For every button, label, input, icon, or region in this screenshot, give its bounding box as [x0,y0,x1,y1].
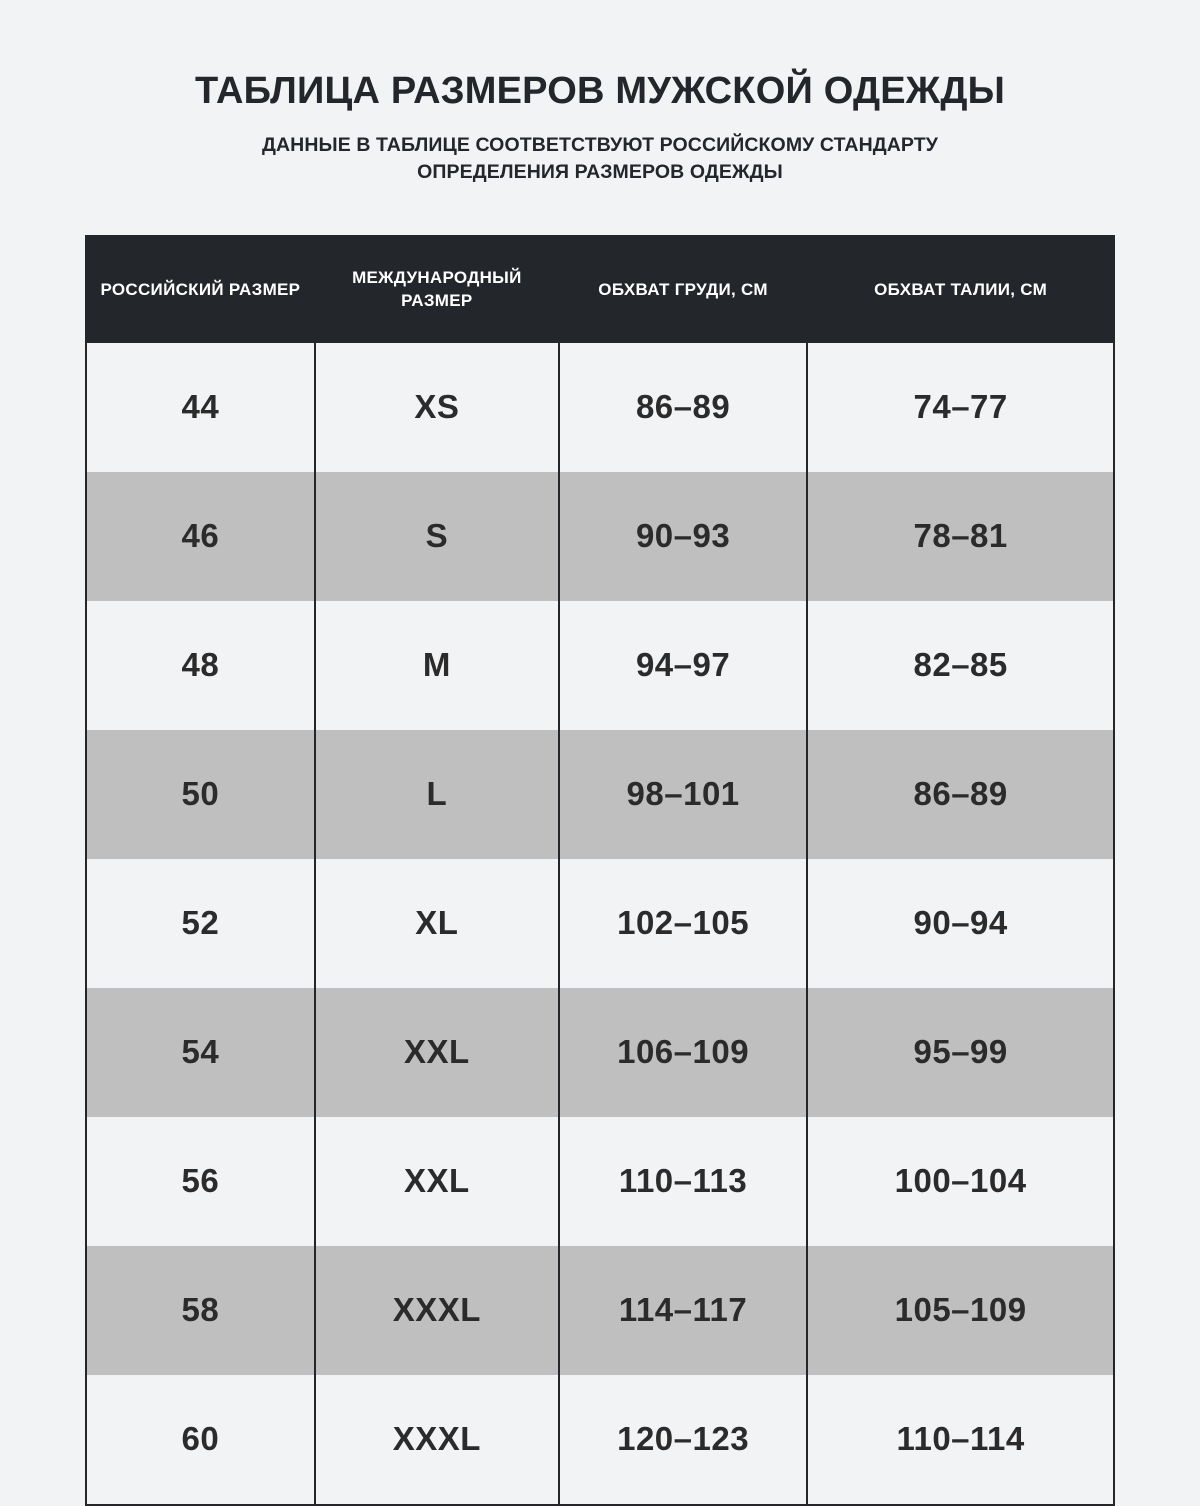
table-body [87,343,1113,1504]
cell-intl-size: XXXL [315,1246,559,1375]
size-table-container [85,235,1115,1506]
cell-chest: 94–97 [559,601,807,730]
cell-intl-size: M [315,601,559,730]
cell-waist: 74–77 [807,343,1113,472]
table-row [87,730,1113,859]
cell-ru-size: 60 [87,1375,315,1504]
cell-waist: 90–94 [807,859,1113,988]
cell-ru-size: 58 [87,1246,315,1375]
cell-ru-size: 54 [87,988,315,1117]
cell-waist: 100–104 [807,1117,1113,1246]
table-row [87,472,1113,601]
table-row [87,988,1113,1117]
cell-ru-size: 48 [87,601,315,730]
table-row [87,1246,1113,1375]
cell-chest: 114–117 [559,1246,807,1375]
table-row [87,343,1113,472]
cell-chest: 102–105 [559,859,807,988]
cell-chest: 90–93 [559,472,807,601]
cell-chest: 106–109 [559,988,807,1117]
column-header-waist: ОБХВАТ ТАЛИИ, СМ [807,237,1113,343]
cell-ru-size: 46 [87,472,315,601]
cell-chest: 120–123 [559,1375,807,1504]
cell-ru-size: 44 [87,343,315,472]
page-subtitle [262,132,938,187]
table-row [87,859,1113,988]
cell-waist: 78–81 [807,472,1113,601]
size-table [87,237,1113,1504]
cell-chest: 98–101 [559,730,807,859]
table-row [87,601,1113,730]
cell-ru-size: 56 [87,1117,315,1246]
cell-intl-size: XXL [315,1117,559,1246]
page-title: ТАБЛИЦА РАЗМЕРОВ МУЖСКОЙ ОДЕЖДЫ [194,70,1006,112]
column-header-intl-size: МЕЖДУНАРОДНЫЙ РАЗМЕР [315,237,559,343]
cell-ru-size: 50 [87,730,315,859]
cell-intl-size: S [315,472,559,601]
cell-intl-size: L [315,730,559,859]
cell-waist: 95–99 [807,988,1113,1117]
table-header-row [87,237,1113,343]
cell-chest: 110–113 [559,1117,807,1246]
column-header-ru-size: РОССИЙСКИЙ РАЗМЕР [87,237,315,343]
cell-chest: 86–89 [559,343,807,472]
table-row [87,1375,1113,1504]
cell-intl-size: XXL [315,988,559,1117]
cell-ru-size: 52 [87,859,315,988]
cell-waist: 86–89 [807,730,1113,859]
column-header-chest: ОБХВАТ ГРУДИ, СМ [559,237,807,343]
cell-waist: 110–114 [807,1375,1113,1504]
cell-intl-size: XL [315,859,559,988]
cell-waist: 82–85 [807,601,1113,730]
subtitle-line-2: ОПРЕДЕЛЕНИЯ РАЗМЕРОВ ОДЕЖДЫ [417,161,783,184]
cell-intl-size: XXXL [315,1375,559,1504]
cell-intl-size: XS [315,343,559,472]
cell-waist: 105–109 [807,1246,1113,1375]
table-header [87,237,1113,343]
subtitle-line-1: ДАННЫЕ В ТАБЛИЦЕ СООТВЕТСТВУЮТ РОССИЙСКОМУ СТАНДАРТУ [261,133,939,156]
table-row [87,1117,1113,1246]
